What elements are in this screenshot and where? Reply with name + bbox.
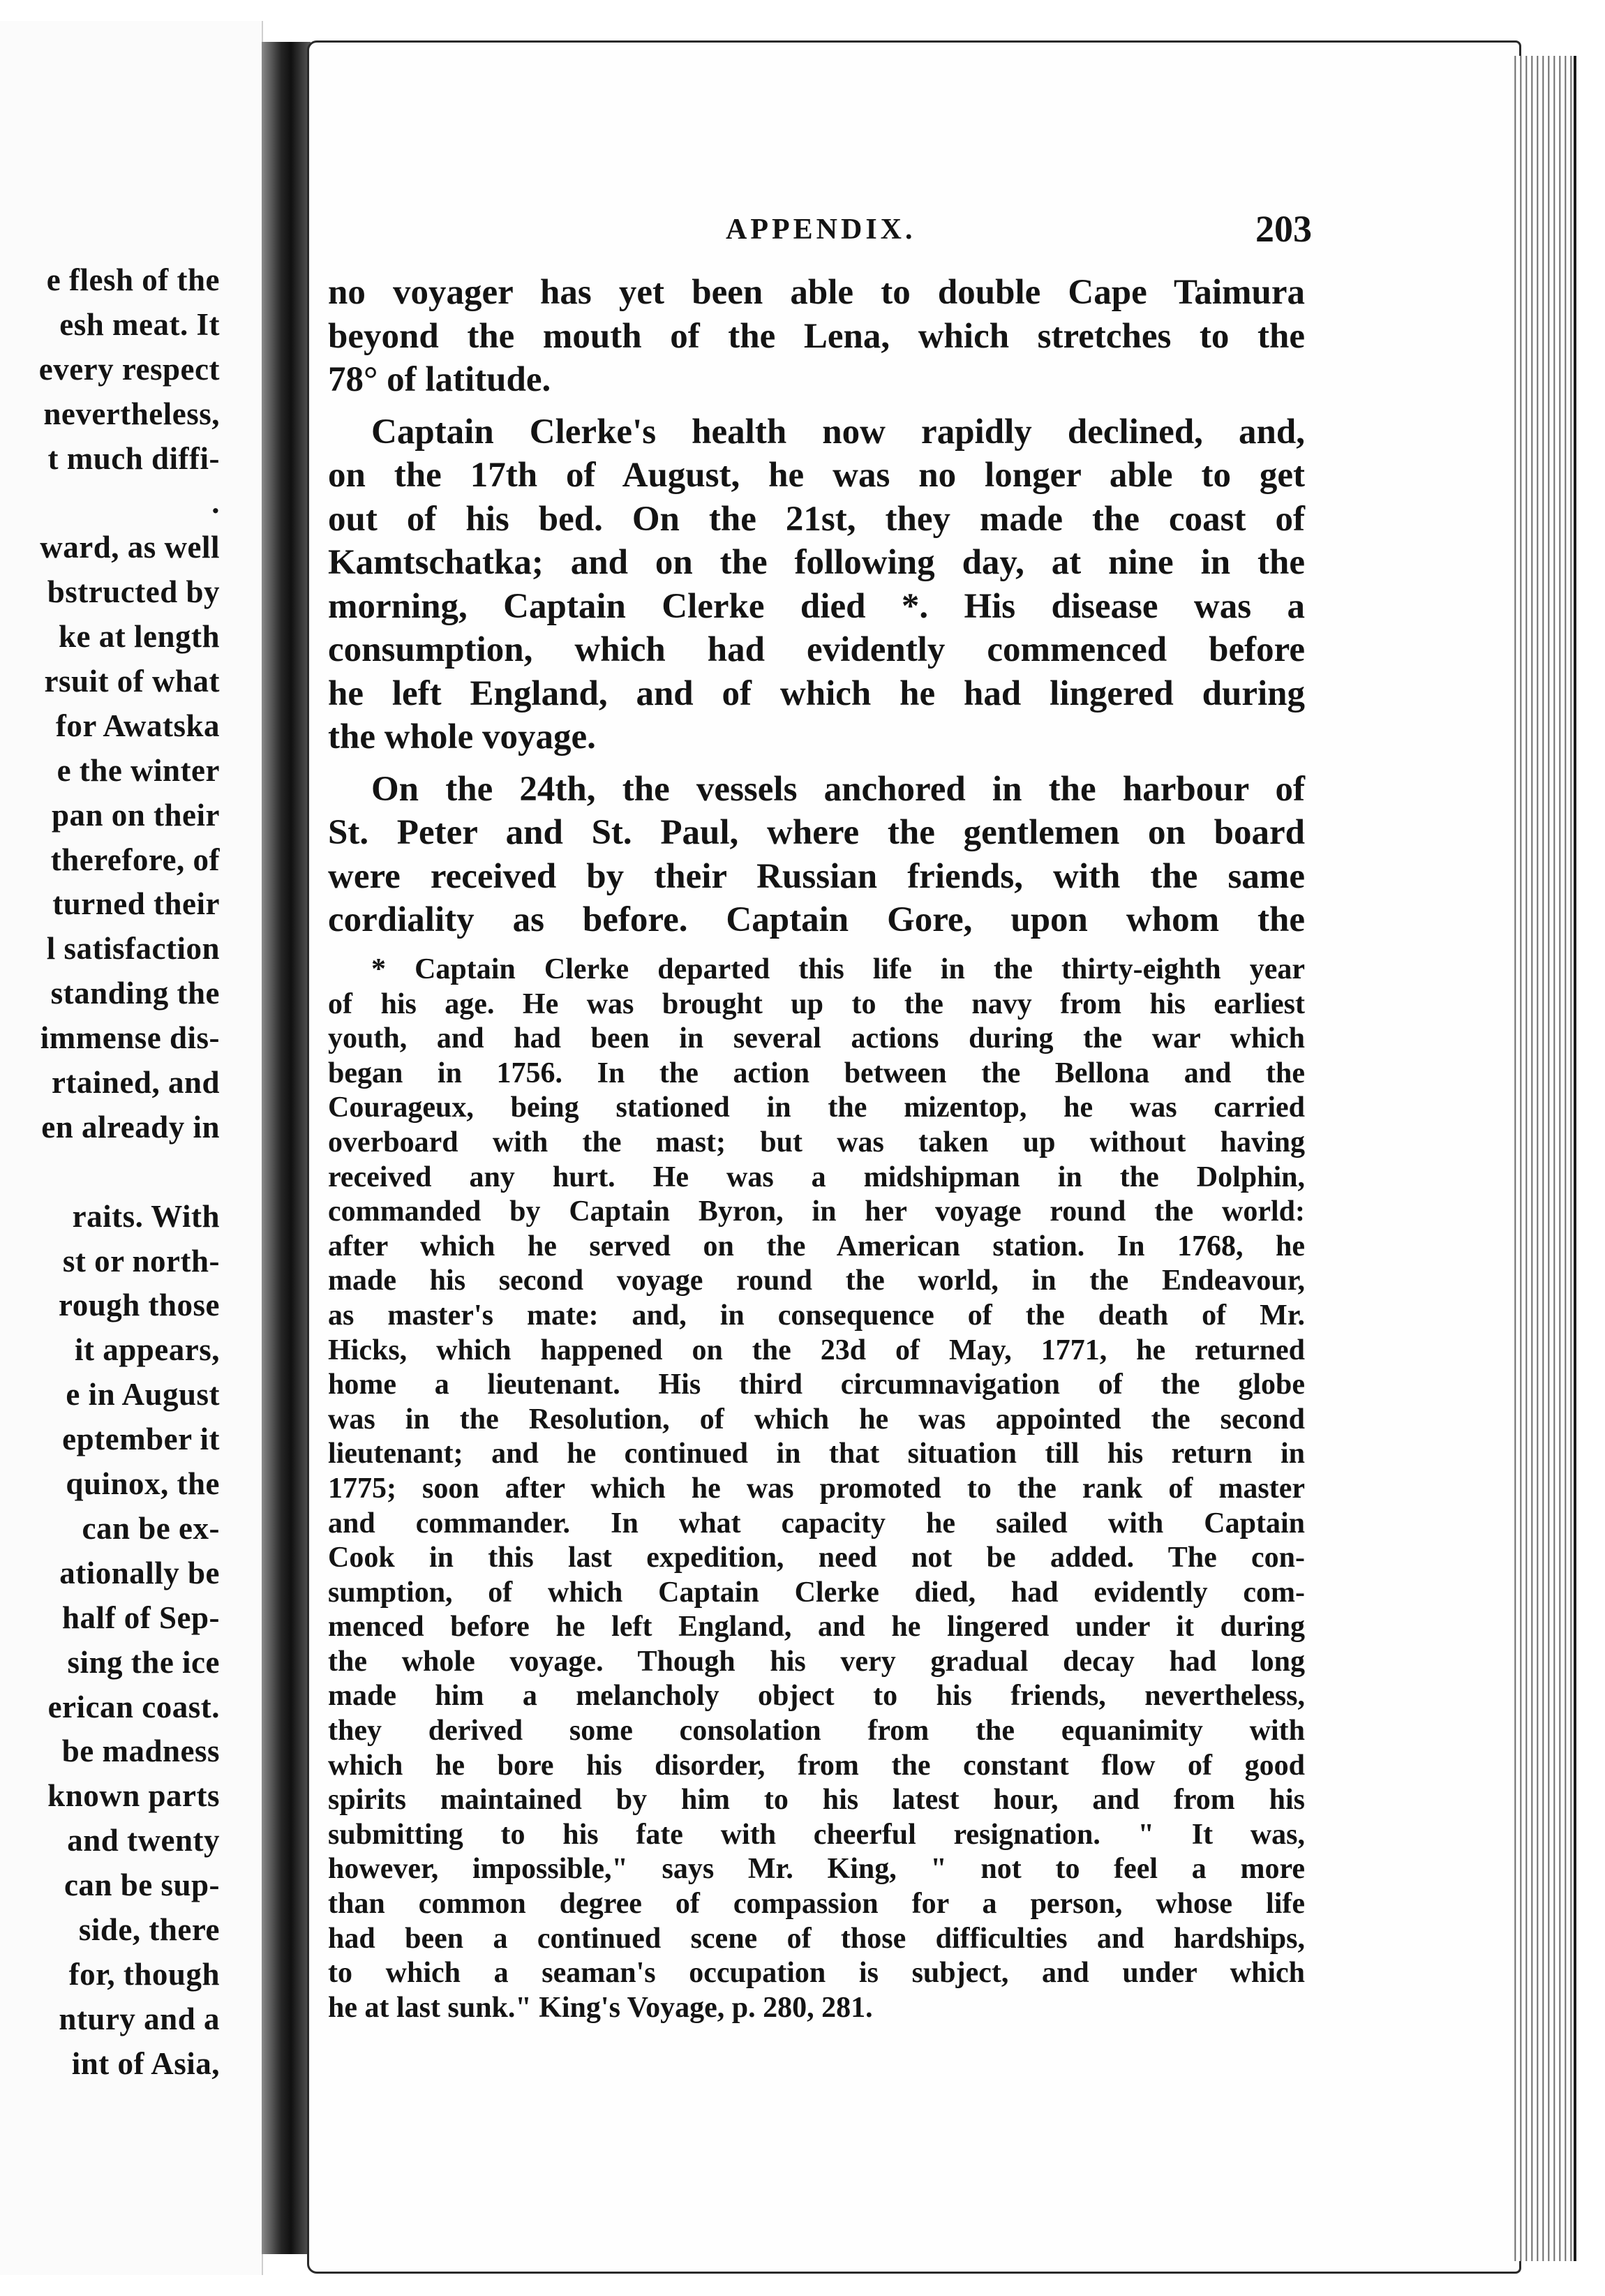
body-line: no voyager has yet been able to double Cape Taimura: [328, 273, 1305, 312]
left-page-line: ationally be: [59, 1555, 220, 1590]
body-line: morning, Captain Clerke died *. His disease was a: [328, 586, 1305, 626]
footnote-line: they derived some consolation from the equanimity with: [328, 1715, 1305, 1747]
footnote: [328, 953, 1305, 2025]
left-page-line: can be ex-: [82, 1510, 220, 1546]
left-page-line: rtained, and: [51, 1065, 220, 1101]
footnote-line: as master's mate: and, in consequence of the death of Mr.: [328, 1299, 1305, 1332]
left-page-text: [0, 258, 220, 2087]
left-page-line: e the winter: [57, 752, 220, 788]
left-page-line: rsuit of what: [44, 664, 220, 699]
footnote-line: overboard with the mast; but was taken up without having: [328, 1126, 1305, 1158]
footnote-line: of his age. He was brought up to the navy from his earliest: [328, 987, 1305, 1020]
footnote-line: began in 1756. In the action between the Bellona and the: [328, 1057, 1305, 1089]
left-page-line: turned their: [52, 886, 220, 922]
left-page-line: e in August: [66, 1377, 220, 1412]
left-page-line: l satisfaction: [46, 931, 220, 967]
footnote-line: was in the Resolution, of which he was appointed the second: [328, 1403, 1305, 1436]
running-head: APPENDIX.: [726, 214, 916, 246]
footnote-line: received any hurt. He was a midshipman in the Dolphin,: [328, 1161, 1305, 1193]
footnote-line: Cook in this last expedition, need not be added. The con-: [328, 1542, 1305, 1574]
footnote-line: spirits maintained by him to his latest hour, and from his: [328, 1784, 1305, 1817]
footnote-line: to which a seaman's occupation is subject, and under which: [328, 1957, 1305, 1990]
footnote-line: * Captain Clerke departed this life in the thirty-eighth year: [371, 953, 1305, 985]
left-page-line: ward, as well: [40, 530, 220, 565]
left-page-line: standing the: [50, 976, 220, 1011]
left-page: [0, 21, 263, 2275]
footnote-line: which he bore his disorder, from the constant flow of good: [328, 1749, 1305, 1782]
left-page-line: for Awatska: [55, 708, 220, 743]
body-line: he left England, and of which he had lingered during: [328, 673, 1305, 713]
left-page-line: rough those: [59, 1288, 220, 1323]
left-page-line: erican coast.: [47, 1689, 220, 1724]
left-page-line: raits. With: [72, 1198, 220, 1234]
paragraph-gap: [328, 402, 1305, 410]
page-number: 203: [1255, 208, 1312, 250]
left-page-line: pan on their: [51, 797, 220, 833]
left-page-line: and twenty: [67, 1823, 220, 1858]
footnote-line: 1775; soon after which he was promoted to the rank of master: [328, 1472, 1305, 1505]
book-gutter: [262, 42, 311, 2254]
body-line: on the 17th of August, he was no longer able to get: [328, 456, 1305, 495]
body-line: 78° of latitude.: [328, 360, 551, 399]
footnote-line: made his second voyage round the world, in the Endeavour,: [328, 1265, 1305, 1297]
left-page-line: t much diffi-: [47, 440, 220, 476]
main-text: [328, 271, 1305, 942]
footnote-line: Courageux, being stationed in the mizentop, he was carried: [328, 1091, 1305, 1124]
body-line: consumption, which had evidently commenced before: [328, 630, 1305, 669]
body-line: out of his bed. On the 21st, they made the coast of: [328, 499, 1305, 539]
left-page-line: it appears,: [75, 1332, 220, 1368]
body-line: cordiality as before. Captain Gore, upon whom the: [328, 900, 1305, 939]
body-line: the whole voyage.: [328, 717, 596, 756]
body-line: Kamtschatka; and on the following day, at nine in the: [328, 543, 1305, 582]
footnote-line: made him a melancholy object to his friends, nevertheless,: [328, 1680, 1305, 1713]
footnote-line: submitting to his fate with cheerful resignation. " It was,: [328, 1818, 1305, 1851]
left-page-line: can be sup-: [64, 1868, 220, 1903]
footnote-line: Hicks, which happened on the 23d of May, 1771, he returned: [328, 1334, 1305, 1366]
left-page-line: ntury and a: [59, 2001, 220, 2036]
footnote-line: however, impossible," says Mr. King, " not to feel a more: [328, 1853, 1305, 1886]
footnote-line: commanded by Captain Byron, in her voyage round the world:: [328, 1195, 1305, 1228]
left-page-line: every respect: [38, 351, 220, 387]
body-line: On the 24th, the vessels anchored in the harbour of: [371, 769, 1305, 809]
left-page-line: immense dis-: [40, 1020, 220, 1056]
footnote-line: sumption, of which Captain Clerke died, had evidently com-: [328, 1576, 1305, 1609]
body-line: St. Peter and St. Paul, where the gentlemen on board: [328, 813, 1305, 852]
footnote-line: the whole voyage. Though his very gradual decay had long: [328, 1645, 1305, 1678]
left-page-line: bstructed by: [47, 574, 220, 610]
footnote-line: menced before he left England, and he lingered under it during: [328, 1611, 1305, 1643]
paragraph-gap: [328, 759, 1305, 768]
left-page-line: therefore, of: [50, 842, 220, 877]
left-page-line: be madness: [61, 1734, 220, 1769]
left-page-line: sing the ice: [67, 1644, 220, 1680]
left-page-line: eptember it: [62, 1422, 220, 1457]
left-page-line: half of Sep-: [61, 1600, 220, 1635]
footnote-line: youth, and had been in several actions during the war which: [328, 1022, 1305, 1055]
left-page-line: ke at length: [59, 619, 220, 655]
page-edges: [1511, 56, 1576, 2261]
body-line: were received by their Russian friends, with the same: [328, 856, 1305, 896]
left-page-line: side, there: [78, 1911, 220, 1947]
left-page-line: known parts: [47, 1778, 220, 1814]
left-page-line: quinox, the: [66, 1466, 220, 1502]
left-page-line: e flesh of the: [46, 262, 220, 297]
left-page-line: nevertheless,: [43, 396, 220, 431]
footnote-line: home a lieutenant. His third circumnavigation of the globe: [328, 1369, 1305, 1401]
footnote-line: than common degree of compassion for a person, whose life: [328, 1888, 1305, 1921]
left-page-line: [0, 1150, 220, 1195]
left-page-line: esh meat. It: [59, 306, 220, 342]
footnote-line: and commander. In what capacity he sailed with Captain: [328, 1507, 1305, 1540]
body-line: beyond the mouth of the Lena, which stretches to the: [328, 316, 1305, 356]
page-header: [698, 208, 1312, 255]
left-page-line: .: [211, 485, 220, 521]
footnote-line: had been a continued scene of those difficulties and hardships,: [328, 1922, 1305, 1955]
footnote-line: lieutenant; and he continued in that situation till his return in: [328, 1438, 1305, 1470]
left-page-line: int of Asia,: [71, 2045, 220, 2081]
left-page-line: for, though: [68, 1956, 220, 1992]
footnote-line: after which he served on the American station. In 1768, he: [328, 1230, 1305, 1262]
footnote-line: he at last sunk." King's Voyage, p. 280, 281.: [328, 1991, 873, 2024]
body-line: Captain Clerke's health now rapidly declined, and,: [371, 412, 1305, 452]
left-page-line: en already in: [41, 1109, 220, 1145]
left-page-line: st or north-: [62, 1243, 220, 1279]
